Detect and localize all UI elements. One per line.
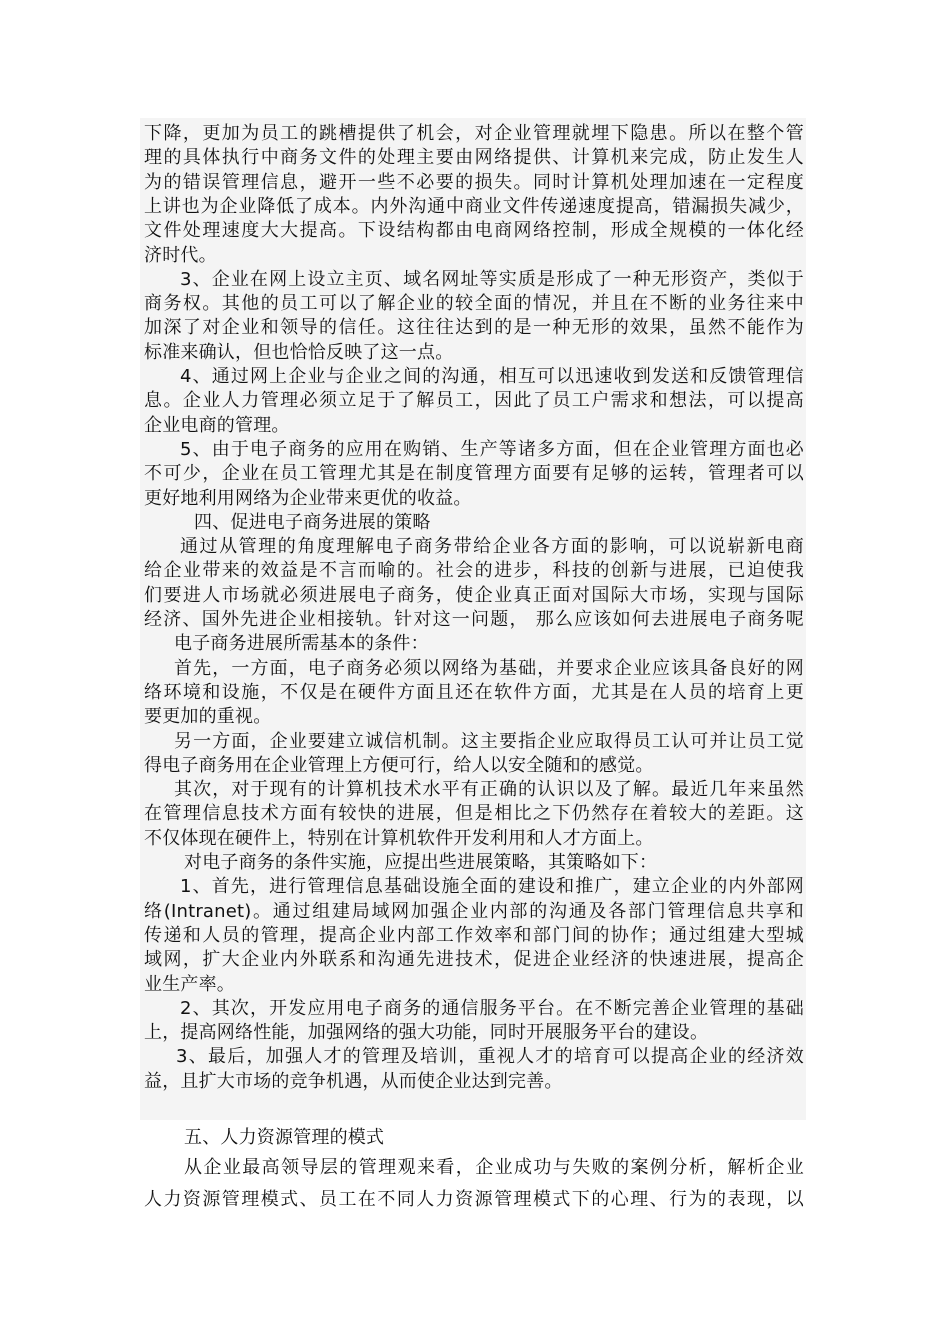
body-text-line: 为的错误管理信息，避开一些不必要的损失。同时计算机处理加速在一定程度 [144,172,804,193]
body-text-line: 传递和人员的管理，提高企业内部工作效率和部门间的协作；通过组建大型城 [144,925,804,946]
body-text-line: 四、促进电子商务进展的策略 [194,512,431,533]
body-text-line: 电子商务进展所需基本的条件： [174,633,429,654]
body-text-line: 给企业带来的效益是不言而喻的。社会的进步，科技的创新与进展，已迫使我 [144,560,804,581]
body-text-line: 络(Intranet)。通过组建局域网加强企业内部的沟通及各部门管理信息共享和 [144,901,804,922]
body-text-line: 3、企业在网上设立主页、域名网址等实质是形成了一种无形资产，类似于 [180,269,804,290]
section-five-paragraph-line-2: 人力资源管理模式、员工在不同人力资源管理模式下的心理、行为的表现，以 [144,1189,804,1210]
body-text-line: 企业电商的管理。 [144,415,290,436]
body-text-line: 文件处理速度大大提高。下设结构都由电商网络控制，形成全规模的一体化经 [144,220,804,241]
body-text-line: 更好地利用网络为企业带来更优的收益。 [144,488,472,509]
body-text-line: 1、首先，进行管理信息基础设施全面的建设和推广，建立企业的内外部网 [180,876,804,897]
body-text-line: 益，且扩大市场的竞争机遇，从而使企业达到完善。 [144,1071,563,1092]
body-text-line: 其次，对于现有的计算机技术水平有正确的认识以及了解。最近几年来虽然 [174,779,804,800]
body-text-line: 理的具体执行中商务文件的处理主要由网络提供、计算机来完成，防止发生人 [144,147,804,168]
body-text-line: 3、最后，加强人才的管理及培训，重视人才的培育可以提高企业的经济效 [176,1046,804,1067]
body-text-line: 在管理信息技术方面有较快的进展，但是相比之下仍然存在着较大的差距。这 [144,803,804,824]
section-five-paragraph-line-1: 从企业最高领导层的管理观来看，企业成功与失败的案例分析，解析企业 [184,1157,804,1178]
body-text-line: 上讲也为企业降低了成本。内外沟通中商业文件传递速度提高，错漏损失减少， [144,196,804,217]
body-text-line: 4、通过网上企业与企业之间的沟通，相互可以迅速收到发送和反馈管理信 [180,366,804,387]
body-text-line: 域网，扩大企业内外联系和沟通先进技术，促进企业经济的快速进展，提高企 [144,949,804,970]
body-text-line: 对电子商务的条件实施，应提出些进展策略，其策略如下： [184,852,658,873]
section-five-heading: 五、人力资源管理的模式 [184,1127,385,1148]
body-text-line: 首先，一方面，电子商务必须以网络为基础，并要求企业应该具备良好的网 [174,658,804,679]
body-text-line: 们要进人市场就必须进展电子商务，使企业真正面对国际大市场，实现与国际 [144,585,804,606]
body-text-line: 息。企业人力管理必须立足于了解员工，因此了员工户需求和想法，可以提高 [144,390,804,411]
body-text-line: 商务权。其他的员工可以了解企业的较全面的情况，并且在不断的业务往来中 [144,293,804,314]
body-text-line: 经济、国外先进企业相接轨。针对这一问题， 那么应该如何去进展电子商务呢 [144,609,804,630]
body-text-line: 济时代。 [144,245,217,266]
body-text-line: 5、由于电子商务的应用在购销、生产等诸多方面，但在企业管理方面也必 [180,439,804,460]
body-text-line: 通过从管理的角度理解电子商务带给企业各方面的影响，可以说崭新电商 [180,536,804,557]
body-text-line: 不可少，企业在员工管理尤其是在制度管理方面要有足够的运转，管理者可以 [144,463,804,484]
body-text-line: 络环境和设施，不仅是在硬件方面且还在软件方面，尤其是在人员的培育上更 [144,682,804,703]
body-text-line: 不仅体现在硬件上，特别在计算机软件开发利用和人才方面上。 [144,828,654,849]
body-text-line: 加深了对企业和领导的信任。这往往达到的是一种无形的效果，虽然不能作为 [144,317,804,338]
body-text-line: 2、其次，开发应用电子商务的通信服务平台。在不断完善企业管理的基础 [180,998,804,1019]
body-text-line: 业生产率。 [144,974,235,995]
body-text-line: 下降，更加为员工的跳槽提供了机会，对企业管理就埋下隐患。所以在整个管 [144,123,804,144]
body-text-line: 要更加的重视。 [144,706,272,727]
body-text-line: 上，提高网络性能，加强网络的强大功能，同时开展服务平台的建设。 [144,1022,709,1043]
body-text-line: 标准来确认，但也恰恰反映了这一点。 [144,342,454,363]
body-text-line: 得电子商务用在企业管理上方便可行，给人以安全随和的感觉。 [144,755,654,776]
body-text-line: 另一方面，企业要建立诚信机制。这主要指企业应取得员工认可并让员工觉 [174,731,804,752]
